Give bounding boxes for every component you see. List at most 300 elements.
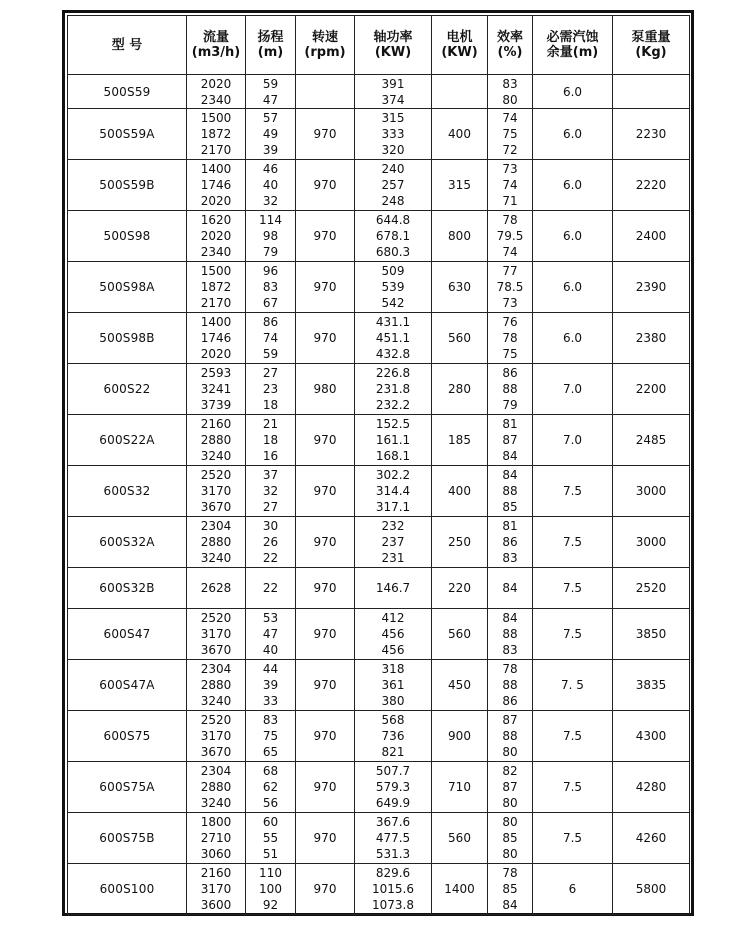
cell-value: 3240 xyxy=(200,796,232,810)
cell-value: 78 xyxy=(502,331,518,345)
table-row xyxy=(68,517,690,568)
cell-value: 88 xyxy=(502,484,518,498)
column-header-unit: (rpm) xyxy=(304,45,346,60)
cell-shaft-power xyxy=(355,364,432,415)
cell-value: 568 xyxy=(381,713,405,727)
cell-efficiency xyxy=(488,262,533,313)
cell-model: 600S47A xyxy=(68,660,187,711)
cell-value: 507.7 xyxy=(375,764,411,778)
cell-weight: 2485 xyxy=(613,415,690,466)
cell-value: 391 xyxy=(381,76,405,91)
cell-value: 829.6 xyxy=(375,866,411,880)
cell-value: 2304 xyxy=(200,662,232,676)
cell-value: 315 xyxy=(381,111,405,125)
cell-shaft-power xyxy=(355,762,432,813)
cell-head xyxy=(246,762,296,813)
cell-value: 84 xyxy=(502,449,518,463)
cell-value: 46 xyxy=(262,162,279,176)
cell-value: 100 xyxy=(259,882,282,896)
cell-value: 237 xyxy=(381,535,405,549)
table-row xyxy=(68,415,690,466)
column-header-label: 泵重量 xyxy=(631,30,671,45)
cell-value: 431.1 xyxy=(375,315,411,329)
cell-value: 3670 xyxy=(200,643,232,657)
cell-efficiency xyxy=(488,711,533,762)
cell-speed: 970 xyxy=(296,517,355,568)
cell-speed: 970 xyxy=(296,660,355,711)
cell-value: 226.8 xyxy=(375,366,411,380)
cell-value: 1872 xyxy=(200,280,232,294)
cell-head xyxy=(246,517,296,568)
cell-value: 74 xyxy=(502,245,518,259)
cell-value: 367.6 xyxy=(375,815,411,829)
cell-weight: 2200 xyxy=(613,364,690,415)
cell-value: 32 xyxy=(262,484,279,498)
cell-efficiency xyxy=(488,466,533,517)
cell-value: 87 xyxy=(502,713,518,727)
cell-motor: 630 xyxy=(432,262,488,313)
cell-value: 78 xyxy=(502,662,518,676)
cell-flow xyxy=(187,211,246,262)
cell-efficiency xyxy=(488,211,533,262)
cell-value: 2020 xyxy=(200,229,232,243)
cell-value: 68 xyxy=(262,764,279,778)
cell-value: 380 xyxy=(381,694,405,708)
cell-value: 22 xyxy=(262,551,279,565)
cell-efficiency xyxy=(488,762,533,813)
column-header-unit: (m3/h) xyxy=(191,45,241,60)
cell-head xyxy=(246,609,296,660)
cell-npsh: 7.5 xyxy=(533,813,613,864)
cell-value: 3241 xyxy=(200,382,232,396)
cell-flow xyxy=(187,609,246,660)
cell-flow xyxy=(187,364,246,415)
cell-shaft-power xyxy=(355,864,432,915)
cell-value: 1073.8 xyxy=(372,898,414,912)
cell-speed: 980 xyxy=(296,364,355,415)
cell-npsh: 7.5 xyxy=(533,711,613,762)
table-body xyxy=(68,75,690,915)
cell-value: 21 xyxy=(262,417,279,431)
cell-value: 84 xyxy=(502,611,518,625)
cell-value: 2020 xyxy=(200,347,232,361)
cell-shaft-power xyxy=(355,813,432,864)
cell-value: 1800 xyxy=(200,815,232,829)
cell-value: 60 xyxy=(262,815,279,829)
cell-value: 3170 xyxy=(200,484,232,498)
cell-value: 231 xyxy=(381,551,405,565)
cell-value: 85 xyxy=(502,500,518,514)
cell-value: 79 xyxy=(502,398,518,412)
cell-efficiency xyxy=(488,364,533,415)
cell-head xyxy=(246,813,296,864)
cell-model: 500S59 xyxy=(68,75,187,109)
cell-shaft-power xyxy=(355,517,432,568)
cell-value: 86 xyxy=(262,315,279,329)
cell-motor: 560 xyxy=(432,813,488,864)
cell-value: 86 xyxy=(502,694,518,708)
cell-value: 22 xyxy=(262,581,279,595)
cell-motor: 220 xyxy=(432,568,488,609)
cell-value: 3240 xyxy=(200,449,232,463)
cell-value: 51 xyxy=(262,847,279,861)
column-header-flow xyxy=(187,16,246,75)
cell-value: 39 xyxy=(262,678,279,692)
cell-value: 87 xyxy=(502,433,518,447)
cell-value: 23 xyxy=(262,382,279,396)
cell-shaft-power xyxy=(355,466,432,517)
cell-value: 88 xyxy=(502,729,518,743)
cell-motor xyxy=(432,75,488,109)
cell-weight: 2400 xyxy=(613,211,690,262)
cell-value: 83 xyxy=(502,76,518,91)
cell-value: 1400 xyxy=(200,315,232,329)
cell-value: 72 xyxy=(502,143,518,157)
cell-model: 600S100 xyxy=(68,864,187,915)
cell-motor: 900 xyxy=(432,711,488,762)
cell-value: 83 xyxy=(262,280,279,294)
table-row xyxy=(68,262,690,313)
table-row xyxy=(68,568,690,609)
cell-flow xyxy=(187,415,246,466)
cell-speed: 970 xyxy=(296,160,355,211)
column-header-label: 电机 xyxy=(446,30,473,45)
cell-value: 146.7 xyxy=(375,581,411,595)
cell-motor: 250 xyxy=(432,517,488,568)
column-header-label: 效率 xyxy=(496,30,523,45)
cell-value: 98 xyxy=(262,229,279,243)
table-row xyxy=(68,762,690,813)
cell-value: 74 xyxy=(502,178,518,192)
column-header-unit: (%) xyxy=(497,45,523,60)
cell-flow xyxy=(187,864,246,915)
cell-value: 1015.6 xyxy=(372,882,414,896)
cell-value: 59 xyxy=(262,347,279,361)
cell-value: 16 xyxy=(262,449,279,463)
cell-value: 314.4 xyxy=(375,484,411,498)
cell-value: 3670 xyxy=(200,500,232,514)
cell-value: 18 xyxy=(262,398,279,412)
cell-value: 47 xyxy=(262,627,279,641)
cell-weight: 3000 xyxy=(613,517,690,568)
cell-shaft-power xyxy=(355,711,432,762)
cell-model: 600S32B xyxy=(68,568,187,609)
cell-efficiency xyxy=(488,517,533,568)
cell-weight: 2390 xyxy=(613,262,690,313)
cell-value: 79 xyxy=(262,245,279,259)
cell-value: 2304 xyxy=(200,519,232,533)
cell-flow xyxy=(187,762,246,813)
cell-value: 320 xyxy=(381,143,405,157)
cell-value: 3170 xyxy=(200,882,232,896)
cell-value: 232 xyxy=(381,519,405,533)
cell-efficiency xyxy=(488,109,533,160)
cell-npsh: 7.5 xyxy=(533,466,613,517)
cell-head xyxy=(246,364,296,415)
cell-value: 2340 xyxy=(200,245,232,259)
column-header-unit: 余量(m) xyxy=(546,45,599,60)
cell-value: 161.1 xyxy=(375,433,411,447)
table-row xyxy=(68,466,690,517)
cell-speed: 970 xyxy=(296,211,355,262)
cell-value: 92 xyxy=(262,898,279,912)
cell-value: 82 xyxy=(502,764,518,778)
cell-value: 75 xyxy=(262,729,279,743)
cell-value: 75 xyxy=(502,347,518,361)
cell-value: 2020 xyxy=(200,194,232,208)
cell-speed: 970 xyxy=(296,762,355,813)
cell-value: 80 xyxy=(502,815,518,829)
cell-value: 456 xyxy=(381,627,405,641)
column-header-unit: (KW) xyxy=(374,45,412,60)
cell-value: 76 xyxy=(502,315,518,329)
table-row xyxy=(68,160,690,211)
cell-npsh: 7.5 xyxy=(533,762,613,813)
cell-shaft-power xyxy=(355,75,432,109)
cell-speed: 970 xyxy=(296,415,355,466)
cell-efficiency xyxy=(488,813,533,864)
cell-speed: 970 xyxy=(296,313,355,364)
cell-value: 65 xyxy=(262,745,279,759)
cell-npsh: 7. 5 xyxy=(533,660,613,711)
cell-model: 500S98 xyxy=(68,211,187,262)
cell-flow xyxy=(187,466,246,517)
cell-value: 2520 xyxy=(200,713,232,727)
cell-value: 86 xyxy=(502,366,518,380)
cell-value: 73 xyxy=(502,296,518,310)
table-row xyxy=(68,609,690,660)
cell-value: 86 xyxy=(502,535,518,549)
cell-npsh: 6 xyxy=(533,864,613,915)
cell-value: 2340 xyxy=(200,92,232,107)
cell-weight: 2220 xyxy=(613,160,690,211)
cell-head xyxy=(246,211,296,262)
cell-value: 477.5 xyxy=(375,831,411,845)
cell-value: 33 xyxy=(262,694,279,708)
cell-value: 87 xyxy=(502,780,518,794)
table-row xyxy=(68,211,690,262)
cell-efficiency xyxy=(488,415,533,466)
cell-flow xyxy=(187,813,246,864)
cell-value: 88 xyxy=(502,382,518,396)
table-row xyxy=(68,813,690,864)
cell-value: 1746 xyxy=(200,178,232,192)
cell-speed: 970 xyxy=(296,813,355,864)
cell-motor: 560 xyxy=(432,609,488,660)
cell-value: 37 xyxy=(262,468,279,482)
cell-value: 821 xyxy=(381,745,405,759)
cell-weight: 3835 xyxy=(613,660,690,711)
cell-value: 361 xyxy=(381,678,405,692)
cell-npsh: 6.0 xyxy=(533,262,613,313)
cell-shaft-power xyxy=(355,262,432,313)
cell-shaft-power xyxy=(355,568,432,609)
column-header-shaft-power xyxy=(355,16,432,75)
cell-value: 83 xyxy=(262,713,279,727)
cell-value: 644.8 xyxy=(375,213,411,227)
cell-model: 600S75B xyxy=(68,813,187,864)
cell-speed: 970 xyxy=(296,609,355,660)
cell-speed: 970 xyxy=(296,262,355,313)
cell-flow xyxy=(187,262,246,313)
cell-value: 168.1 xyxy=(375,449,411,463)
cell-value: 78.5 xyxy=(496,280,524,294)
cell-value: 152.5 xyxy=(375,417,411,431)
column-header-motor xyxy=(432,16,488,75)
cell-value: 27 xyxy=(262,366,279,380)
cell-value: 56 xyxy=(262,796,279,810)
cell-npsh: 6.0 xyxy=(533,211,613,262)
cell-value: 110 xyxy=(259,866,282,880)
cell-efficiency xyxy=(488,660,533,711)
cell-value: 55 xyxy=(262,831,279,845)
column-header-label: 流量 xyxy=(202,30,229,45)
column-header-label: 轴功率 xyxy=(373,30,413,45)
cell-flow xyxy=(187,109,246,160)
cell-value: 18 xyxy=(262,433,279,447)
cell-flow xyxy=(187,711,246,762)
cell-motor: 400 xyxy=(432,109,488,160)
cell-value: 432.8 xyxy=(375,347,411,361)
cell-value: 2020 xyxy=(200,76,232,91)
cell-value: 1620 xyxy=(200,213,232,227)
cell-head xyxy=(246,864,296,915)
cell-value: 2520 xyxy=(200,468,232,482)
cell-value: 649.9 xyxy=(375,796,411,810)
cell-model: 500S59B xyxy=(68,160,187,211)
cell-value: 88 xyxy=(502,627,518,641)
cell-value: 2710 xyxy=(200,831,232,845)
cell-value: 318 xyxy=(381,662,405,676)
cell-value: 579.3 xyxy=(375,780,411,794)
cell-model: 500S98A xyxy=(68,262,187,313)
cell-motor: 450 xyxy=(432,660,488,711)
cell-value: 57 xyxy=(262,111,279,125)
cell-value: 59 xyxy=(262,76,279,91)
cell-value: 40 xyxy=(262,643,279,657)
cell-value: 40 xyxy=(262,178,279,192)
cell-weight: 2520 xyxy=(613,568,690,609)
cell-value: 2880 xyxy=(200,535,232,549)
cell-model: 600S22A xyxy=(68,415,187,466)
cell-value: 78 xyxy=(502,213,518,227)
cell-shaft-power xyxy=(355,660,432,711)
column-header-head xyxy=(246,16,296,75)
cell-value: 3670 xyxy=(200,745,232,759)
cell-value: 30 xyxy=(262,519,279,533)
table-row xyxy=(68,711,690,762)
cell-value: 3240 xyxy=(200,694,232,708)
cell-value: 374 xyxy=(381,92,405,107)
cell-model: 600S22 xyxy=(68,364,187,415)
cell-value: 77 xyxy=(502,264,518,278)
cell-model: 600S75A xyxy=(68,762,187,813)
cell-value: 27 xyxy=(262,500,279,514)
cell-value: 2880 xyxy=(200,678,232,692)
cell-weight xyxy=(613,75,690,109)
cell-value: 2160 xyxy=(200,866,232,880)
cell-value: 1500 xyxy=(200,111,232,125)
cell-value: 678.1 xyxy=(375,229,411,243)
cell-speed: 970 xyxy=(296,864,355,915)
cell-value: 1746 xyxy=(200,331,232,345)
cell-efficiency xyxy=(488,864,533,915)
cell-value: 39 xyxy=(262,143,279,157)
cell-npsh: 6.0 xyxy=(533,160,613,211)
cell-value: 542 xyxy=(381,296,405,310)
table-row xyxy=(68,75,690,109)
cell-head xyxy=(246,711,296,762)
column-header-npsh xyxy=(533,16,613,75)
column-header-label: 必需汽蚀 xyxy=(546,30,599,45)
cell-value: 67 xyxy=(262,296,279,310)
cell-value: 248 xyxy=(381,194,405,208)
cell-npsh: 6.0 xyxy=(533,109,613,160)
cell-weight: 4260 xyxy=(613,813,690,864)
cell-weight: 2230 xyxy=(613,109,690,160)
column-header-speed xyxy=(296,16,355,75)
cell-npsh: 6.0 xyxy=(533,75,613,109)
cell-speed: 970 xyxy=(296,109,355,160)
cell-value: 84 xyxy=(502,898,518,912)
cell-shaft-power xyxy=(355,211,432,262)
cell-value: 2880 xyxy=(200,780,232,794)
cell-value: 81 xyxy=(502,417,518,431)
cell-value: 80 xyxy=(502,847,518,861)
cell-value: 1872 xyxy=(200,127,232,141)
header-row xyxy=(68,16,690,75)
cell-value: 3600 xyxy=(200,898,232,912)
cell-npsh: 7.5 xyxy=(533,568,613,609)
cell-weight: 3000 xyxy=(613,466,690,517)
cell-value: 539 xyxy=(381,280,405,294)
cell-motor: 185 xyxy=(432,415,488,466)
cell-value: 2160 xyxy=(200,417,232,431)
cell-head xyxy=(246,415,296,466)
cell-model: 600S47 xyxy=(68,609,187,660)
cell-efficiency xyxy=(488,568,533,609)
cell-value: 114 xyxy=(259,213,282,227)
cell-value: 232.2 xyxy=(375,398,411,412)
cell-value: 26 xyxy=(262,535,279,549)
cell-model: 600S32A xyxy=(68,517,187,568)
cell-value: 3060 xyxy=(200,847,232,861)
column-header-label: 扬程 xyxy=(257,30,284,45)
cell-shaft-power xyxy=(355,313,432,364)
cell-value: 96 xyxy=(262,264,279,278)
cell-value: 88 xyxy=(502,678,518,692)
cell-model: 500S98B xyxy=(68,313,187,364)
table-row xyxy=(68,660,690,711)
cell-speed: 970 xyxy=(296,466,355,517)
cell-model: 500S59A xyxy=(68,109,187,160)
cell-weight: 2380 xyxy=(613,313,690,364)
column-header-model xyxy=(68,16,187,75)
cell-flow xyxy=(187,75,246,109)
cell-value: 85 xyxy=(502,831,518,845)
cell-flow xyxy=(187,160,246,211)
cell-npsh: 7.0 xyxy=(533,415,613,466)
cell-weight: 4300 xyxy=(613,711,690,762)
cell-value: 53 xyxy=(262,611,279,625)
cell-value: 79.5 xyxy=(496,229,524,243)
column-header-efficiency xyxy=(488,16,533,75)
cell-value: 49 xyxy=(262,127,279,141)
cell-value: 240 xyxy=(381,162,405,176)
cell-value: 32 xyxy=(262,194,279,208)
cell-npsh: 7.5 xyxy=(533,517,613,568)
cell-value: 1400 xyxy=(200,162,232,176)
